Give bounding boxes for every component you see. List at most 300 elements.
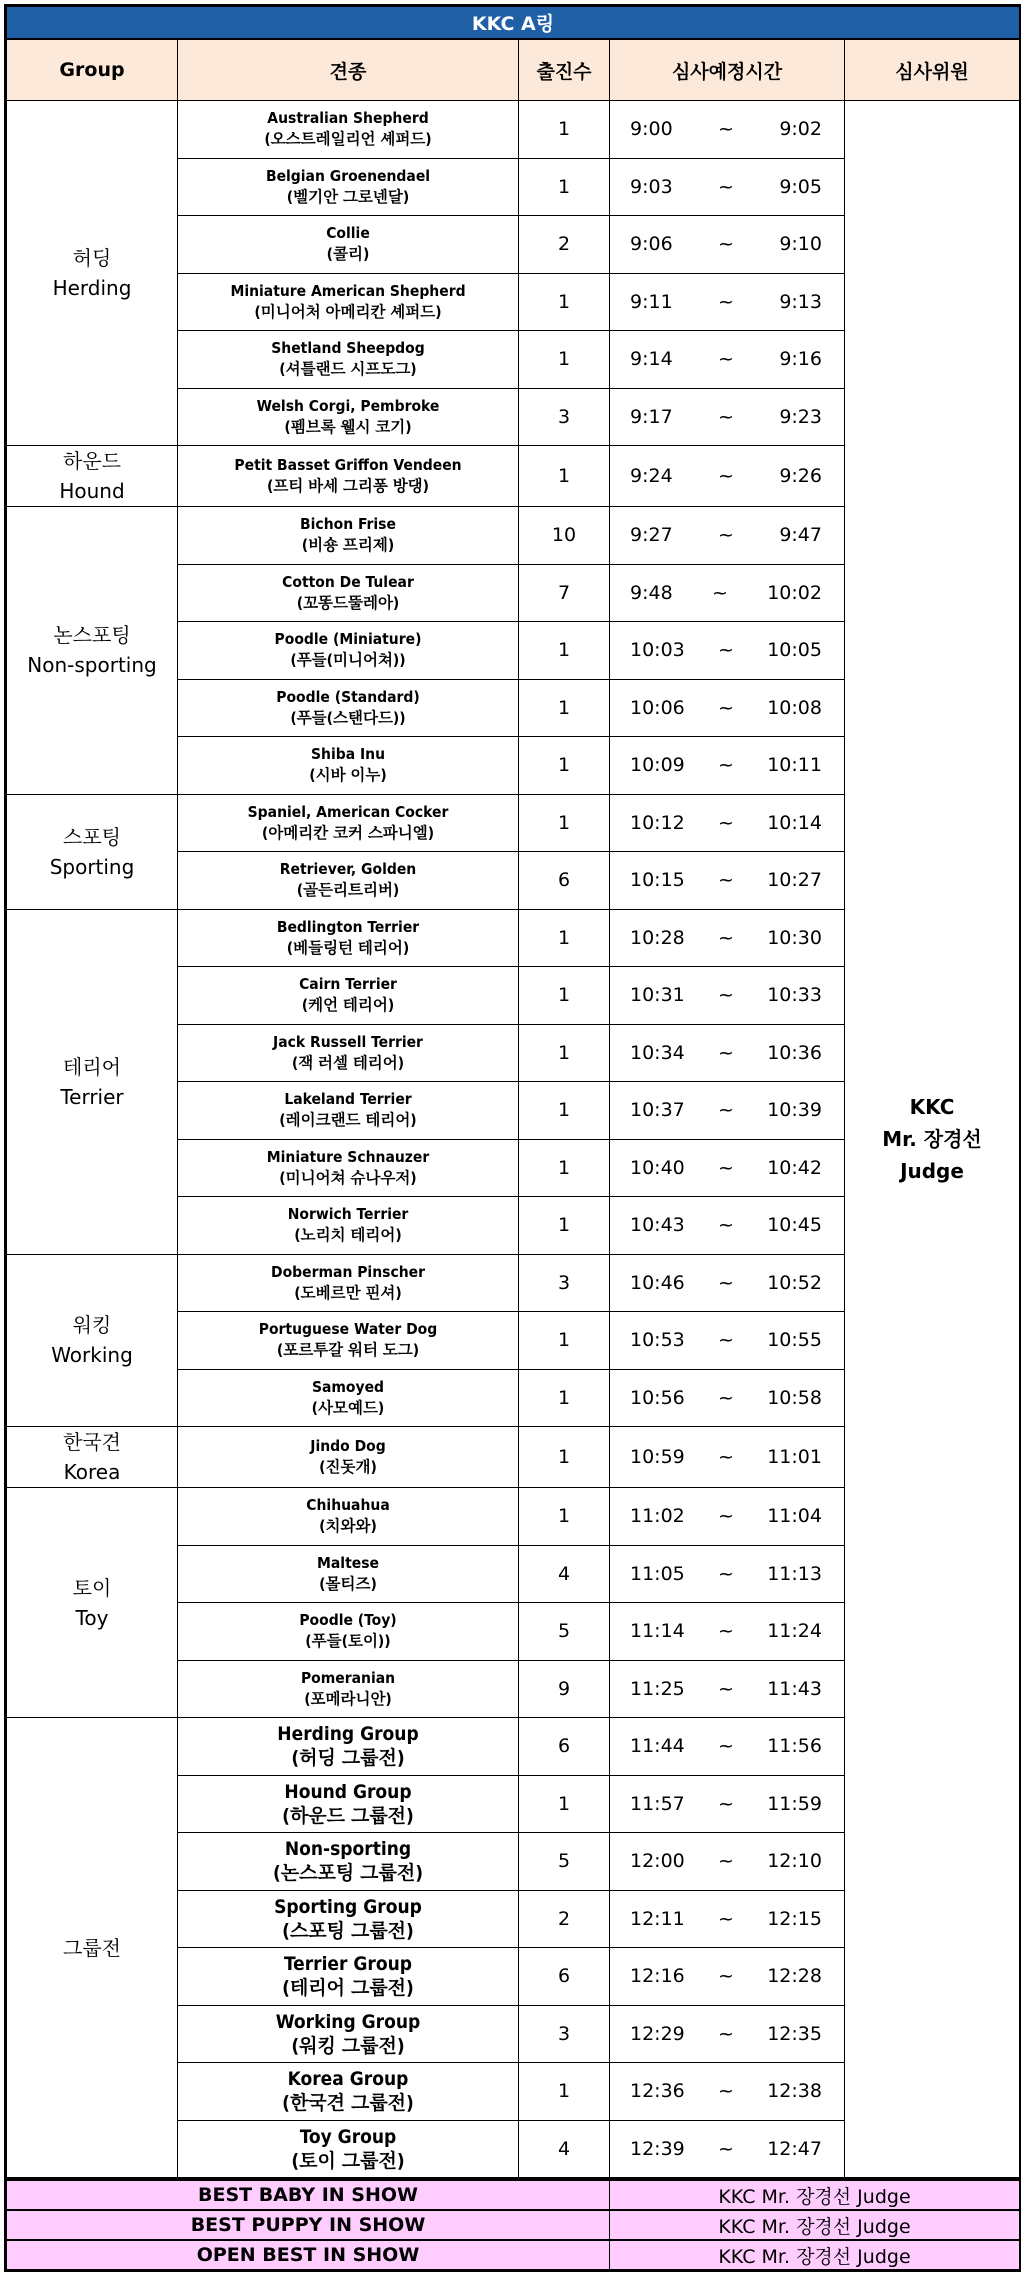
start-time: 10:15 <box>630 869 685 892</box>
best-in-show-table <box>6 2178 1020 2270</box>
best-award-judge: KKC Mr. 장경선 Judge <box>610 2210 1020 2240</box>
breed-cell <box>178 1545 519 1603</box>
time-separator: ~ <box>718 118 734 141</box>
entry-count: 1 <box>519 331 610 389</box>
breed-cell <box>178 909 519 967</box>
end-time: 11:01 <box>767 1446 822 1468</box>
breed-cell <box>178 507 519 565</box>
time-cell <box>610 2005 845 2063</box>
time-cell <box>610 967 845 1025</box>
time-cell <box>610 1718 845 1776</box>
group-name-en: Sporting <box>49 854 135 879</box>
end-time: 10:39 <box>767 1099 822 1122</box>
breed-cell <box>178 737 519 795</box>
entry-count: 3 <box>519 388 610 446</box>
breed-name-kr: (푸들(토이)) <box>305 1632 391 1651</box>
end-time: 10:36 <box>767 1041 822 1064</box>
header-group: Group <box>7 39 178 101</box>
breed-cell <box>178 158 519 216</box>
group-name-en: Non-sporting <box>27 653 157 678</box>
group-name-en: Toy <box>75 1605 109 1630</box>
end-time: 10:30 <box>767 926 822 949</box>
best-award-judge: KKC Mr. 장경선 Judge <box>610 2180 1020 2211</box>
start-time: 10:09 <box>630 754 685 777</box>
breed-cell <box>178 1833 519 1891</box>
best-in-show-row <box>7 2240 1020 2270</box>
entry-count: 1 <box>519 909 610 967</box>
time-separator: ~ <box>718 1271 734 1294</box>
breed-cell <box>178 1603 519 1661</box>
breed-cell <box>178 1139 519 1197</box>
group-name-kr: 스포팅 <box>63 824 121 849</box>
time-separator: ~ <box>718 1446 734 1468</box>
entry-count: 1 <box>519 2063 610 2121</box>
breed-name-en: Portuguese Water Dog <box>258 1320 438 1339</box>
time-cell <box>610 1024 845 1082</box>
breed-cell <box>178 1660 519 1718</box>
end-time: 11:43 <box>767 1677 822 1700</box>
breed-name-kr: (프티 바세 그리퐁 방댕) <box>266 477 430 495</box>
judge-line: Judge <box>900 1159 964 1183</box>
entry-count: 6 <box>519 1718 610 1776</box>
time-separator: ~ <box>718 869 734 892</box>
entry-count: 5 <box>519 1833 610 1891</box>
breed-cell <box>178 1427 519 1488</box>
breed-name-kr: (케언 테리어) <box>301 996 395 1015</box>
breed-name-kr: (사모예드) <box>311 1398 385 1417</box>
time-separator: ~ <box>718 811 734 834</box>
entry-count: 1 <box>519 1197 610 1255</box>
end-time: 12:15 <box>767 1907 822 1930</box>
end-time: 10:58 <box>767 1386 822 1409</box>
breed-name-kr: (레이크랜드 테리어) <box>279 1111 417 1130</box>
time-separator: ~ <box>718 2137 734 2160</box>
start-time: 10:06 <box>630 696 685 719</box>
breed-cell <box>178 1254 519 1312</box>
group-cell <box>7 1427 178 1488</box>
start-time: 12:29 <box>630 2022 685 2045</box>
start-time: 10:43 <box>630 1214 685 1237</box>
end-time: 10:27 <box>767 869 822 892</box>
time-separator: ~ <box>718 696 734 719</box>
breed-cell <box>178 273 519 331</box>
time-separator: ~ <box>718 233 734 256</box>
end-time: 11:04 <box>767 1505 822 1528</box>
start-time: 11:05 <box>630 1562 685 1585</box>
breed-name-kr: (셔틀랜드 시프도그) <box>279 360 417 379</box>
entry-count: 1 <box>519 679 610 737</box>
start-time: 11:14 <box>630 1620 685 1643</box>
time-separator: ~ <box>718 1099 734 1122</box>
end-time: 11:59 <box>767 1792 822 1815</box>
start-time: 10:56 <box>630 1386 685 1409</box>
breed-name-en: Poodle (Standard) <box>276 687 420 706</box>
time-cell <box>610 1197 845 1255</box>
end-time: 10:52 <box>767 1271 822 1294</box>
entry-count: 1 <box>519 622 610 680</box>
group-name-kr: 그룹전 <box>63 1935 121 1960</box>
breed-name-en: Miniature American Shepherd <box>230 281 466 300</box>
time-separator: ~ <box>718 1386 734 1409</box>
entry-count: 6 <box>519 1948 610 2006</box>
time-separator: ~ <box>718 2022 734 2045</box>
time-separator: ~ <box>718 1562 734 1585</box>
time-cell <box>610 1603 845 1661</box>
entry-count: 1 <box>519 967 610 1025</box>
end-time: 11:13 <box>767 1562 822 1585</box>
entry-count: 1 <box>519 1024 610 1082</box>
time-cell <box>610 1833 845 1891</box>
time-separator: ~ <box>718 1792 734 1815</box>
start-time: 10:40 <box>630 1156 685 1179</box>
start-time: 9:00 <box>630 118 673 141</box>
breed-name-kr: (비숑 프리제) <box>301 536 395 555</box>
start-time: 10:28 <box>630 926 685 949</box>
time-cell <box>610 564 845 622</box>
time-separator: ~ <box>718 524 734 547</box>
time-cell <box>610 1369 845 1427</box>
start-time: 11:25 <box>630 1677 685 1700</box>
breed-cell <box>178 852 519 910</box>
start-time: 10:59 <box>630 1446 685 1468</box>
time-cell <box>610 1775 845 1833</box>
time-cell <box>610 2120 845 2178</box>
start-time: 9:11 <box>630 290 673 313</box>
time-cell <box>610 216 845 274</box>
group-name-kr: 테리어 <box>63 1054 121 1079</box>
time-separator: ~ <box>718 2080 734 2103</box>
time-separator: ~ <box>718 1156 734 1179</box>
header-breed: 견종 <box>178 39 519 101</box>
time-cell <box>610 679 845 737</box>
breed-name-en: Welsh Corgi, Pembroke <box>256 396 440 415</box>
breed-name-en: Petit Basset Griffon Vendeen <box>234 456 462 474</box>
group-name-kr: 토이 <box>72 1575 112 1600</box>
breed-name-en: Jindo Dog <box>310 1437 386 1455</box>
breed-cell <box>178 1890 519 1948</box>
breed-name-en: Poodle (Miniature) <box>274 630 422 649</box>
breed-cell <box>178 1197 519 1255</box>
breed-name-en: Terrier Group <box>283 1953 413 1976</box>
entry-count: 1 <box>519 1312 610 1370</box>
header-time: 심사예정시간 <box>610 39 845 101</box>
time-separator: ~ <box>718 175 734 198</box>
breed-name-en: Retriever, Golden <box>279 860 417 879</box>
judge-line: Mr. 장경선 <box>882 1127 982 1151</box>
breed-cell <box>178 2063 519 2121</box>
end-time: 9:10 <box>779 233 822 256</box>
group-cell <box>7 1718 178 2178</box>
breed-name-en: Working Group <box>275 2010 421 2033</box>
time-cell <box>610 1890 845 1948</box>
group-name-en: Working <box>51 1343 133 1368</box>
time-cell <box>610 852 845 910</box>
breed-name-kr: (테리어 그룹전) <box>282 1977 414 2000</box>
group-name-kr: 한국견 <box>63 1430 121 1454</box>
time-cell <box>610 737 845 795</box>
entry-count: 2 <box>519 1890 610 1948</box>
breed-name-kr: (논스포팅 그룹전) <box>272 1862 424 1885</box>
entry-count: 1 <box>519 446 610 507</box>
start-time: 10:03 <box>630 639 685 662</box>
time-cell <box>610 101 845 159</box>
entry-count: 1 <box>519 158 610 216</box>
time-cell <box>610 507 845 565</box>
time-cell <box>610 794 845 852</box>
breed-name-en: Chihuahua <box>306 1496 390 1515</box>
breed-name-kr: (콜리) <box>326 245 370 264</box>
end-time: 10:08 <box>767 696 822 719</box>
time-cell <box>610 1660 845 1718</box>
entry-count: 1 <box>519 1427 610 1488</box>
schedule-table <box>6 6 1020 2178</box>
time-separator: ~ <box>718 639 734 662</box>
breed-name-kr: (스포팅 그룹전) <box>282 1919 414 1942</box>
time-separator: ~ <box>718 1965 734 1988</box>
entry-count: 1 <box>519 737 610 795</box>
table-row <box>7 101 1020 159</box>
breed-name-en: Norwich Terrier <box>287 1205 409 1224</box>
end-time: 12:35 <box>767 2022 822 2045</box>
time-separator: ~ <box>718 754 734 777</box>
breed-cell <box>178 331 519 389</box>
breed-name-en: Hound Group <box>284 1780 412 1803</box>
breed-name-en: Shetland Sheepdog <box>271 339 425 358</box>
entry-count: 3 <box>519 2005 610 2063</box>
start-time: 10:46 <box>630 1271 685 1294</box>
end-time: 10:45 <box>767 1214 822 1237</box>
time-separator: ~ <box>718 290 734 313</box>
breed-name-en: Korea Group <box>287 2068 409 2091</box>
end-time: 10:42 <box>767 1156 822 1179</box>
breed-name-kr: (치와와) <box>319 1517 377 1536</box>
start-time: 12:36 <box>630 2080 685 2103</box>
breed-name-en: Doberman Pinscher <box>271 1262 425 1281</box>
start-time: 10:34 <box>630 1041 685 1064</box>
breed-name-kr: (포메라니안) <box>304 1689 392 1708</box>
breed-name-en: Cairn Terrier <box>299 975 397 994</box>
entry-count: 1 <box>519 101 610 159</box>
breed-name-en: Samoyed <box>311 1377 385 1396</box>
breed-cell <box>178 2120 519 2178</box>
entry-count: 9 <box>519 1660 610 1718</box>
breed-name-en: Miniature Schnauzer <box>266 1147 430 1166</box>
time-separator: ~ <box>718 1505 734 1528</box>
breed-name-kr: (하운드 그룹전) <box>282 1804 414 1827</box>
start-time: 12:39 <box>630 2137 685 2160</box>
start-time: 11:02 <box>630 1505 685 1528</box>
breed-name-kr: (노리치 테리어) <box>294 1226 402 1245</box>
entry-count: 7 <box>519 564 610 622</box>
entry-count: 4 <box>519 1545 610 1603</box>
breed-name-kr: (벨기안 그로넨달) <box>286 187 410 206</box>
entry-count: 4 <box>519 2120 610 2178</box>
start-time: 12:11 <box>630 1907 685 1930</box>
time-separator: ~ <box>718 984 734 1007</box>
breed-name-en: Collie <box>326 224 370 243</box>
time-separator: ~ <box>718 1214 734 1237</box>
breed-name-kr: (몰티즈) <box>319 1574 377 1593</box>
breed-name-kr: (꼬똥드뚤레아) <box>296 593 400 612</box>
breed-cell <box>178 1082 519 1140</box>
start-time: 9:24 <box>630 465 673 487</box>
start-time: 9:03 <box>630 175 673 198</box>
time-separator: ~ <box>718 1850 734 1873</box>
entry-count: 2 <box>519 216 610 274</box>
time-separator: ~ <box>718 1041 734 1064</box>
breed-name-kr: (도베르만 핀셔) <box>294 1283 402 1302</box>
end-time: 9:16 <box>779 348 822 371</box>
breed-cell <box>178 1948 519 2006</box>
time-cell <box>610 331 845 389</box>
breed-name-kr: (허딩 그룹전) <box>291 1747 405 1770</box>
start-time: 11:57 <box>630 1792 685 1815</box>
best-award-label: BEST PUPPY IN SHOW <box>7 2210 610 2240</box>
breed-cell <box>178 967 519 1025</box>
end-time: 9:23 <box>779 405 822 428</box>
start-time: 9:17 <box>630 405 673 428</box>
end-time: 9:05 <box>779 175 822 198</box>
judge-line: KKC <box>909 1095 955 1119</box>
entry-count: 1 <box>519 273 610 331</box>
schedule-sheet <box>4 4 1021 2272</box>
end-time: 12:10 <box>767 1850 822 1873</box>
breed-cell <box>178 1312 519 1370</box>
time-separator: ~ <box>718 1329 734 1352</box>
end-time: 9:02 <box>779 118 822 141</box>
group-cell <box>7 909 178 1254</box>
breed-name-en: Jack Russell Terrier <box>273 1032 423 1051</box>
end-time: 12:28 <box>767 1965 822 1988</box>
entry-count: 1 <box>519 1082 610 1140</box>
time-separator: ~ <box>718 1735 734 1758</box>
start-time: 12:16 <box>630 1965 685 1988</box>
group-name-en: Herding <box>52 276 132 300</box>
group-cell <box>7 507 178 795</box>
time-cell <box>610 446 845 507</box>
group-cell <box>7 1254 178 1427</box>
breed-name-en: Australian Shepherd <box>267 109 429 128</box>
end-time: 10:33 <box>767 984 822 1007</box>
breed-name-en: Pomeranian <box>300 1668 396 1687</box>
time-cell <box>610 1254 845 1312</box>
breed-name-en: Shiba Inu <box>310 745 386 764</box>
time-cell <box>610 909 845 967</box>
end-time: 9:26 <box>779 465 822 487</box>
time-separator: ~ <box>718 348 734 371</box>
time-cell <box>610 1948 845 2006</box>
breed-name-kr: (푸들(스탠다드)) <box>290 708 406 727</box>
best-award-label: OPEN BEST IN SHOW <box>7 2240 610 2270</box>
time-cell <box>610 1082 845 1140</box>
start-time: 10:37 <box>630 1099 685 1122</box>
time-cell <box>610 1488 845 1546</box>
breed-cell <box>178 794 519 852</box>
breed-name-en: Bedlington Terrier <box>276 917 420 936</box>
time-cell <box>610 1312 845 1370</box>
breed-cell <box>178 216 519 274</box>
entry-count: 10 <box>519 507 610 565</box>
end-time: 10:55 <box>767 1329 822 1352</box>
best-in-show-row <box>7 2180 1020 2211</box>
end-time: 10:02 <box>767 581 822 604</box>
group-name-kr: 논스포팅 <box>53 623 131 648</box>
breed-name-en: Poodle (Toy) <box>299 1611 397 1630</box>
start-time: 12:00 <box>630 1850 685 1873</box>
time-separator: ~ <box>718 926 734 949</box>
breed-name-kr: (시바 이누) <box>309 766 387 785</box>
breed-name-en: Belgian Groenendael <box>265 166 431 185</box>
best-award-judge: KKC Mr. 장경선 Judge <box>610 2240 1020 2270</box>
breed-name-kr: (미니어쳐 슈나우저) <box>279 1168 417 1187</box>
breed-cell <box>178 622 519 680</box>
time-cell <box>610 1139 845 1197</box>
start-time: 10:53 <box>630 1329 685 1352</box>
time-cell <box>610 388 845 446</box>
entry-count: 6 <box>519 852 610 910</box>
end-time: 11:24 <box>767 1620 822 1643</box>
best-in-show-row <box>7 2210 1020 2240</box>
breed-name-kr: (펨브록 웰시 코기) <box>284 417 412 436</box>
end-time: 9:13 <box>779 290 822 313</box>
breed-name-kr: (진돗개) <box>319 1458 377 1476</box>
group-name-kr: 워킹 <box>72 1313 112 1338</box>
time-cell <box>610 273 845 331</box>
group-cell <box>7 101 178 446</box>
breed-cell <box>178 564 519 622</box>
time-separator: ~ <box>718 1677 734 1700</box>
time-separator: ~ <box>718 465 734 487</box>
breed-cell <box>178 1369 519 1427</box>
end-time: 10:05 <box>767 639 822 662</box>
breed-name-kr: (오스트레일리언 셰퍼드) <box>264 130 432 149</box>
breed-cell <box>178 1024 519 1082</box>
group-cell <box>7 1488 178 1718</box>
breed-name-en: Non-sporting <box>284 1838 412 1861</box>
entry-count: 1 <box>519 794 610 852</box>
judge-cell <box>845 101 1020 2178</box>
breed-name-en: Herding Group <box>277 1723 419 1746</box>
time-cell <box>610 622 845 680</box>
end-time: 10:11 <box>767 754 822 777</box>
breed-name-kr: (골든리트리버) <box>296 881 400 900</box>
start-time: 9:14 <box>630 348 673 371</box>
entry-count: 5 <box>519 1603 610 1661</box>
breed-name-en: Maltese <box>317 1553 379 1572</box>
breed-cell <box>178 679 519 737</box>
breed-name-kr: (잭 러셀 테리어) <box>291 1053 405 1072</box>
entry-count: 1 <box>519 1488 610 1546</box>
entry-count: 1 <box>519 1369 610 1427</box>
time-cell <box>610 1427 845 1488</box>
start-time: 10:31 <box>630 984 685 1007</box>
breed-cell <box>178 1488 519 1546</box>
group-name-kr: 하운드 <box>63 449 121 473</box>
end-time: 10:14 <box>767 811 822 834</box>
group-cell <box>7 446 178 507</box>
end-time: 12:38 <box>767 2080 822 2103</box>
group-name-en: Korea <box>63 1460 121 1484</box>
breed-name-en: Sporting Group <box>274 1895 422 1918</box>
breed-name-kr: (아메리칸 코커 스파니엘) <box>261 823 435 842</box>
breed-name-en: Bichon Frise <box>300 515 396 534</box>
end-time: 9:47 <box>779 524 822 547</box>
breed-name-en: Cotton De Tulear <box>282 572 414 591</box>
header-count: 출진수 <box>519 39 610 101</box>
breed-name-kr: (토이 그룹전) <box>291 2149 405 2172</box>
breed-cell <box>178 2005 519 2063</box>
breed-name-kr: (푸들(미니어쳐)) <box>290 651 406 670</box>
